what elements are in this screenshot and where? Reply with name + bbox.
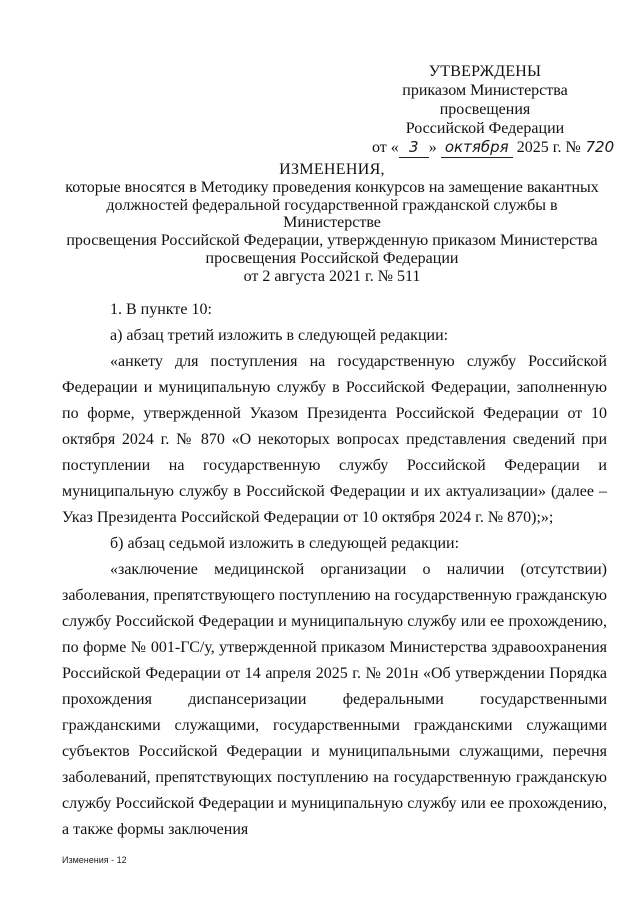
title-line: просвещения Российской Федерации	[205, 249, 459, 267]
paragraph-subitem-b: б) абзац седьмой изложить в следующей редакции:	[110, 535, 460, 552]
paragraph-quote-form: «анкету для поступления на государственную службу Российской Федерации и муниципальную службу в Российской Федерации, заполненную по форме, утвержденной Указом Президента Российской Федерации от 10 октября 2024 г. № 870 «О некоторых вопросах представления сведений при поступлении на государственную службу Российской Федерации и муниципальную службу в Российской Федерации и их актуализации» (далее – Указ Президента Российской Федерации от 10 октября 2024 г. № 870);»;	[62, 353, 607, 526]
approval-block	[360, 62, 615, 158]
title-line: от 2 августа 2021 г. № 511	[243, 267, 421, 285]
paragraph-quote-medical: «заключение медицинской организации о наличии (отсутствии) заболевания, препятствующего поступлению на государственную гражданскую службу Российской Федерации и муниципальную службу или ее прохождению, по форме № 001-ГС/у, утвержденной приказом Министерства здравоохранения Российской Федерации от 14 апреля 2025 г. № 201н «Об утверждении Порядка прохождения диспансеризации федеральными государственными гражданскими служащими, государственными гражданскими служащими субъектов Российской Федерации и муниципальными служащими, перечня заболеваний, препятствующих поступлению на государственную гражданскую службу Российской Федерации и муниципальную службу или ее прохождению, а также формы заключения	[62, 561, 607, 838]
order-date-mid: »	[428, 139, 437, 156]
order-month-handwritten: октября	[441, 138, 513, 158]
document-body	[62, 297, 607, 843]
title-heading: ИЗМЕНЕНИЯ,	[279, 161, 385, 178]
title-line: которые вносятся в Методику проведения конкурсов на замещение вакантных	[65, 178, 599, 196]
document-title	[60, 161, 604, 286]
approval-line-ministry: приказом Министерства просвещения	[402, 82, 568, 118]
page-footer-label: Изменения - 12	[62, 855, 127, 865]
order-year: 2025 г. №	[516, 139, 581, 156]
title-line: просвещения Российской Федерации, утвержденную приказом Министерства	[66, 232, 598, 250]
approval-title: УТВЕРЖДЕНЫ	[428, 63, 542, 80]
approval-line-federation: Российской Федерации	[405, 120, 565, 137]
approval-order-line	[360, 138, 615, 158]
title-line: должностей федеральной государственной гражданской службы в Министерстве	[106, 196, 558, 232]
order-number-handwritten: 720	[585, 138, 615, 156]
order-day-handwritten: 3	[399, 138, 429, 158]
order-date-prefix: от «	[372, 139, 399, 156]
paragraph-item-1: 1. В пункте 10:	[110, 301, 212, 318]
paragraph-subitem-a: а) абзац третий изложить в следующей редакции:	[110, 327, 449, 344]
